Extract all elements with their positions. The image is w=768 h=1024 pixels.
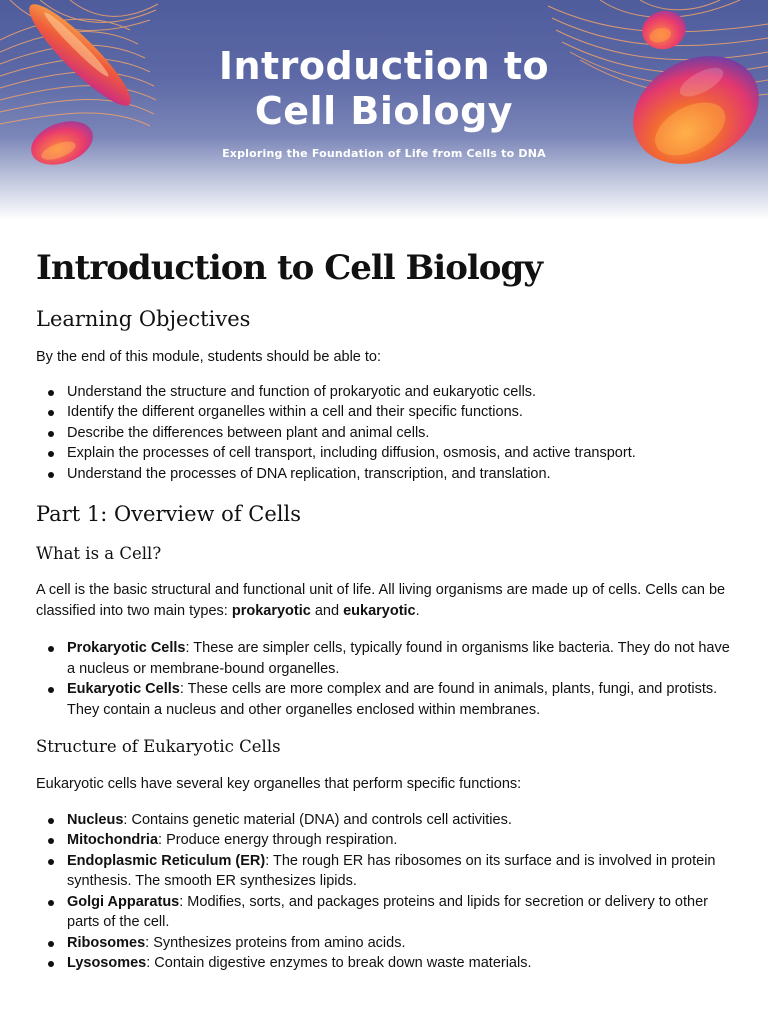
prokaryotic-term: prokaryotic [231,602,311,619]
cell-definition-text: A cell is the basic structural and functional unit of life. All living organisms are made up of cells. Cells can be classified into two main types: [36,582,726,619]
organelle-term: Mitochondria [67,832,159,848]
list-item [36,679,736,720]
learning-objectives-heading: Learning Objectives [36,307,251,331]
organelle-term: Golgi Apparatus [67,893,180,910]
list-item [36,810,736,831]
organelle-list [36,810,736,974]
list-item: Explain the processes of cell transport, including diffusion, osmosis, and active transport. [36,443,736,464]
page-title: Introduction to Cell Biology [36,248,543,288]
banner-title-line-2: Cell Biology [254,89,514,133]
cell-type-description: : These are simpler cells, typically found in organisms like bacteria. They do not have a nucleus or membrane-bound organelles. [67,640,730,677]
organelle-term: Nucleus [67,811,124,828]
list-item [36,638,736,679]
list-item [36,953,736,974]
organelle-description: : Synthesizes proteins from amino acids. [145,934,406,951]
what-is-a-cell-heading: What is a Cell? [36,544,162,563]
banner-subtitle: Exploring the Foundation of Life from Cells to DNA [222,147,546,160]
organelle-term: Lysosomes [67,955,147,971]
cell-definition-paragraph [36,580,736,621]
list-item: Understand the structure and function of prokaryotic and eukaryotic cells. [36,382,736,403]
cell-type-term: Prokaryotic Cells [67,640,186,656]
list-item [36,892,736,933]
organelle-description: : Produce energy through respiration. [158,832,398,848]
eukaryotic-term: eukaryotic [343,602,416,619]
conjunction-text: and [310,602,344,619]
organelle-description: : Modifies, sorts, and packages proteins and lipids for secretion or delivery to other parts of the cell. [67,893,708,930]
list-item: Describe the differences between plant and animal cells. [36,423,736,444]
cell-types-list [36,638,736,720]
cell-type-description: : These cells are more complex and are found in animals, plants, fungi, and protists. They contain a nucleus and other organelles enclosed within membranes. [67,681,718,718]
organelle-description: : Contains genetic material (DNA) and controls cell activities. [123,811,512,828]
organelle-term: Endoplasmic Reticulum (ER) [67,852,266,869]
learning-objectives-list [36,382,736,485]
banner-title [0,44,768,134]
sentence-end: . [415,602,420,619]
header-banner [0,0,768,220]
list-item [36,933,736,954]
banner-title-line-1: Introduction to [218,44,550,88]
eukaryotic-structure-heading: Structure of Eukaryotic Cells [36,737,281,756]
part-1-section [36,499,736,974]
list-item [36,851,736,892]
eukaryotic-structure-intro: Eukaryotic cells have several key organelles that perform specific functions: [36,776,522,792]
organelle-description: : Contain digestive enzymes to break down waste materials. [146,955,532,971]
learning-objectives-intro: By the end of this module, students should be able to: [36,349,382,365]
list-item: Identify the different organelles within a cell and their specific functions. [36,402,736,423]
organelle-description: : The rough ER has ribosomes on its surface and is involved in protein synthesis. The smooth ER synthesizes lipids. [67,852,716,889]
part-1-heading: Part 1: Overview of Cells [36,502,301,526]
organelle-term: Ribosomes [67,934,146,951]
cell-type-term: Eukaryotic Cells [67,681,180,697]
document-body [36,240,736,974]
learning-objectives-section [36,304,736,484]
list-item [36,830,736,851]
list-item: Understand the processes of DNA replication, transcription, and translation. [36,464,736,485]
